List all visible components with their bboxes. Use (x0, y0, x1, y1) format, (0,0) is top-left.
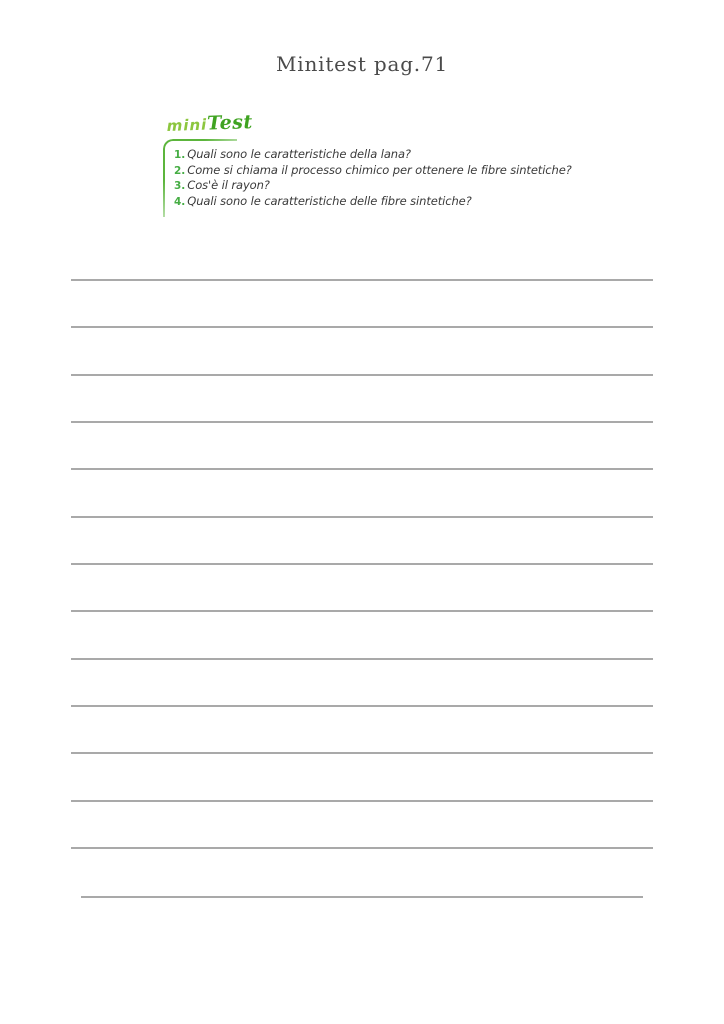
answer-line (71, 800, 653, 802)
answer-line (71, 847, 653, 849)
answer-line (71, 705, 653, 707)
minitest-logo-mini: mini (166, 115, 208, 136)
answer-line-final (81, 896, 643, 898)
answer-line (71, 563, 653, 565)
answer-line (71, 610, 653, 612)
question-text: Come si chiama il processo chimico per ottenere le fibre sintetiche? (187, 162, 572, 177)
question-row (174, 178, 572, 194)
question-text: Quali sono le caratteristiche delle fibre sintetiche? (187, 193, 472, 208)
page-title: Minitest pag.71 (275, 52, 449, 76)
question-row (174, 147, 572, 163)
minitest-logo (166, 111, 253, 136)
answer-line (71, 752, 653, 754)
question-number: 4. (174, 195, 186, 208)
answer-line (71, 326, 653, 328)
answer-line (71, 421, 653, 423)
answer-line (71, 374, 653, 376)
minitest-logo-test: Test (206, 111, 254, 135)
answer-line (71, 516, 653, 518)
question-row (174, 194, 572, 210)
question-number: 3. (174, 180, 186, 193)
question-number: 1. (174, 149, 186, 161)
question-list (174, 147, 572, 209)
question-number: 2. (174, 164, 186, 177)
answer-line (71, 468, 653, 470)
question-text: Quali sono le caratteristiche della lana? (187, 147, 411, 161)
answer-line (71, 279, 653, 281)
answer-line (71, 658, 653, 660)
question-row (174, 163, 572, 179)
question-text: Cos'è il rayon? (187, 178, 270, 193)
